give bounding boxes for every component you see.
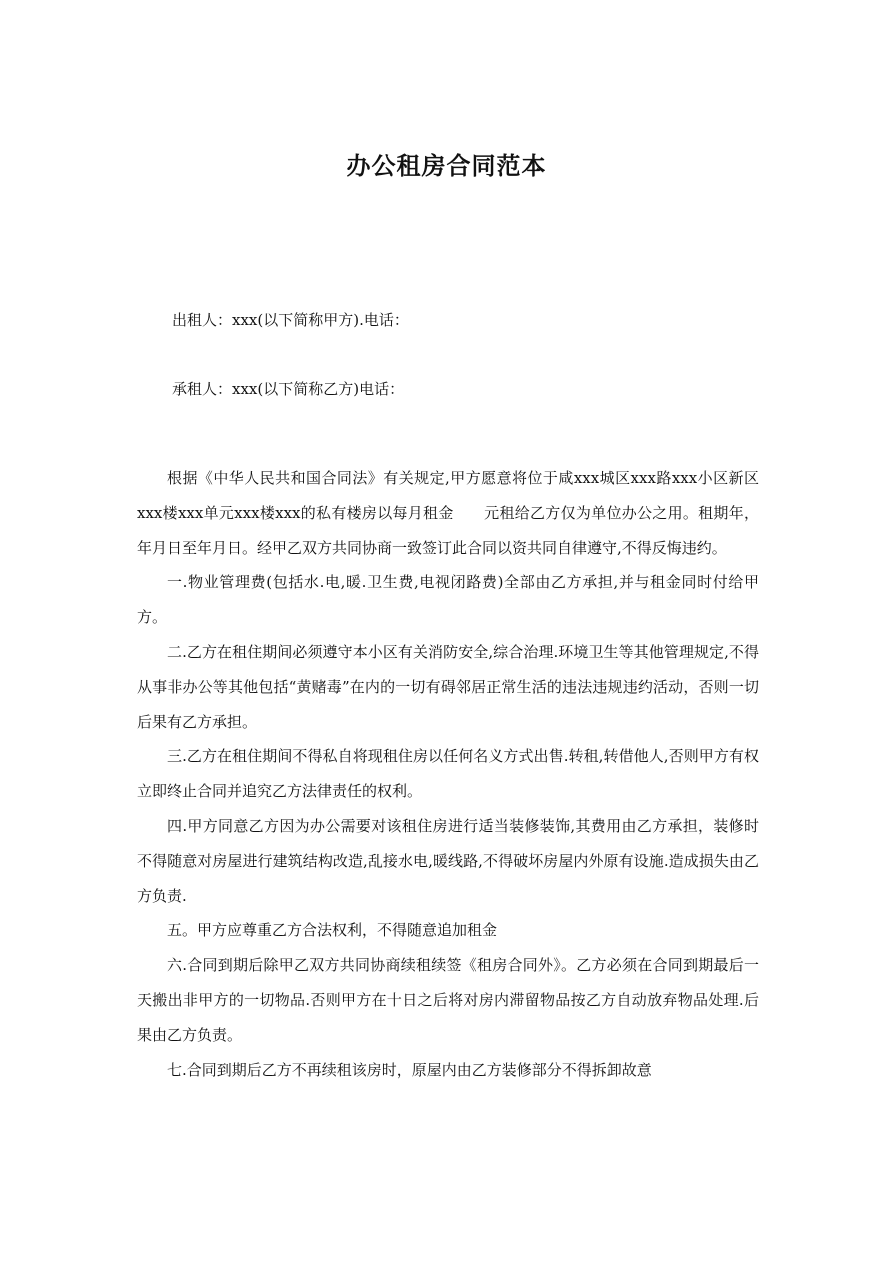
lessor-line: 出租人：xxx(以下简称甲方).电话： <box>172 311 409 329</box>
paragraph-clause-6: 六.合同到期后除甲乙双方共同协商续租续签《租房合同外》。乙方必须在合同到期最后一天搬出非甲方的一切物品.否则甲方在十日之后将对房内滞留物品按乙方自动放弃物品处理.后果由乙方负责。 <box>137 956 759 1044</box>
paragraph-clause-2: 二.乙方在租住期间必须遵守本小区有关消防安全,综合治理.环境卫生等其他管理规定,不得从事非办公等其他包括“黄赌毒”在内的一切有碍邻居正常生活的违法违规违约活动，否则一切后果有乙方承担。 <box>137 642 759 731</box>
lessee-line: 承租人：xxx(以下简称乙方)电话： <box>172 380 405 398</box>
document-title: 办公租房合同范本 <box>346 151 547 180</box>
paragraph-clause-3: 三.乙方在租住期间不得私自将现租住房以任何名义方式出售.转租,转借他人,否则甲方有权立即终止合同并追究乙方法律责任的权利。 <box>137 747 759 801</box>
contract-body <box>137 461 759 1087</box>
paragraph-clause-1: 一.物业管理费(包括水.电,暖.卫生费,电视闭路费)全部由乙方承担,并与租金同时付给甲方。 <box>137 573 759 627</box>
paragraph-clause-7: 七.合同到期后乙方不再续租该房时，原屋内由乙方装修部分不得拆卸故意 <box>167 1060 652 1079</box>
paragraph-clause-5: 五。甲方应尊重乙方合法权利，不得随意追加租金 <box>167 921 498 940</box>
paragraph-clause-4: 四.甲方同意乙方因为办公需要对该租住房进行适当装修装饰,其费用由乙方承担，装修时不得随意对房屋进行建筑结构改造,乱接水电,暖线路,不得破坏房屋内外原有设施.造成损失由乙方负责. <box>137 816 759 905</box>
paragraph-preamble: 根据《中华人民共和国合同法》有关规定,甲方愿意将位于咸xxx城区xxx路xxx小区新区xxx楼xxx单元xxx楼xxx的私有楼房以每月租金 元租给乙方仅为单位办公之用。租期年，年月日至年月日。经甲乙双方共同协商一致签订此合同以资共同自律遵守,不得反悔违约。 <box>137 469 759 557</box>
